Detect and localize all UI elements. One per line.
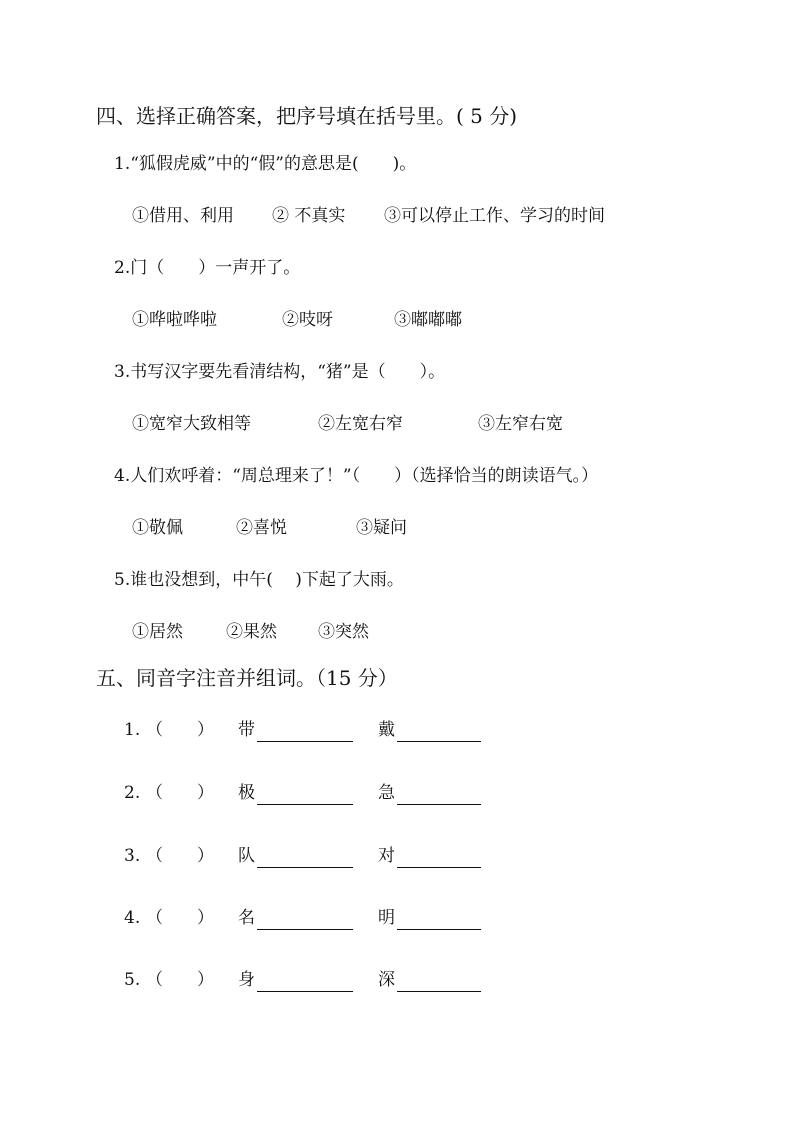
row-number: 1. (124, 720, 141, 740)
row-number: 2. (124, 783, 141, 803)
q1-option-1: ①借用、利用 (132, 206, 234, 226)
q5-option-3: ③突然 (318, 622, 369, 642)
q2-option-3: ③嘟嘟嘟 (394, 310, 462, 330)
q1-option-2: ② 不真实 (272, 206, 346, 226)
pinyin-row-4 (0, 910, 794, 934)
section-4-heading: 四、选择正确答案，把序号填在括号里。( 5 分) (96, 104, 518, 128)
word-blank-1 (257, 741, 353, 742)
word-blank-1 (257, 991, 353, 992)
character-1: 带 (238, 720, 255, 740)
q3-option-2: ②左宽右窄 (318, 414, 403, 434)
word-blank-2 (397, 991, 481, 992)
row-number: 4. (124, 908, 141, 928)
row-number: 5. (124, 970, 141, 990)
word-blank-1 (257, 929, 353, 930)
pinyin-blank: （ ） (146, 720, 214, 740)
pinyin-row-5 (0, 972, 794, 996)
question-5: 5.谁也没想到，中午( )下起了大雨。 (114, 570, 404, 590)
q4-option-3: ③疑问 (356, 518, 407, 538)
pinyin-blank: （ ） (146, 846, 214, 866)
character-1: 极 (238, 783, 255, 803)
word-blank-1 (257, 867, 353, 868)
word-blank-2 (397, 929, 481, 930)
word-blank-2 (397, 741, 481, 742)
word-blank-2 (397, 804, 481, 805)
pinyin-row-1 (0, 722, 794, 746)
pinyin-blank: （ ） (146, 908, 214, 928)
q3-option-3: ③左窄右宽 (478, 414, 563, 434)
question-3: 3.书写汉字要先看清结构，“猪”是（ ）。 (114, 362, 446, 382)
q2-option-2: ②吱呀 (282, 310, 333, 330)
q5-option-2: ②果然 (226, 622, 277, 642)
pinyin-row-2 (0, 785, 794, 809)
q5-option-1: ①居然 (132, 622, 183, 642)
pinyin-blank: （ ） (146, 783, 214, 803)
pinyin-blank: （ ） (146, 970, 214, 990)
question-4: 4.人们欢呼着：“周总理来了！”（ ）（选择恰当的朗读语气。） (114, 466, 599, 486)
q2-option-1: ①哗啦哗啦 (132, 310, 217, 330)
pinyin-row-3 (0, 848, 794, 872)
q4-option-1: ①敬佩 (132, 518, 183, 538)
character-2: 对 (378, 846, 395, 866)
character-1: 名 (238, 908, 255, 928)
character-2: 戴 (378, 720, 395, 740)
character-1: 身 (238, 970, 255, 990)
question-2: 2.门（ ）一声开了。 (114, 258, 301, 278)
character-1: 队 (238, 846, 255, 866)
character-2: 急 (378, 783, 395, 803)
q4-option-2: ②喜悦 (236, 518, 287, 538)
q1-option-3: ③可以停止工作、学习的时间 (384, 206, 605, 226)
word-blank-1 (257, 804, 353, 805)
character-2: 深 (378, 970, 395, 990)
q3-option-1: ①宽窄大致相等 (132, 414, 251, 434)
word-blank-2 (397, 867, 481, 868)
row-number: 3. (124, 846, 141, 866)
question-1: 1.“狐假虎威”中的“假”的意思是( )。 (114, 154, 417, 174)
section-5-heading: 五、同音字注音并组词。（15 分） (96, 666, 398, 690)
character-2: 明 (378, 908, 395, 928)
